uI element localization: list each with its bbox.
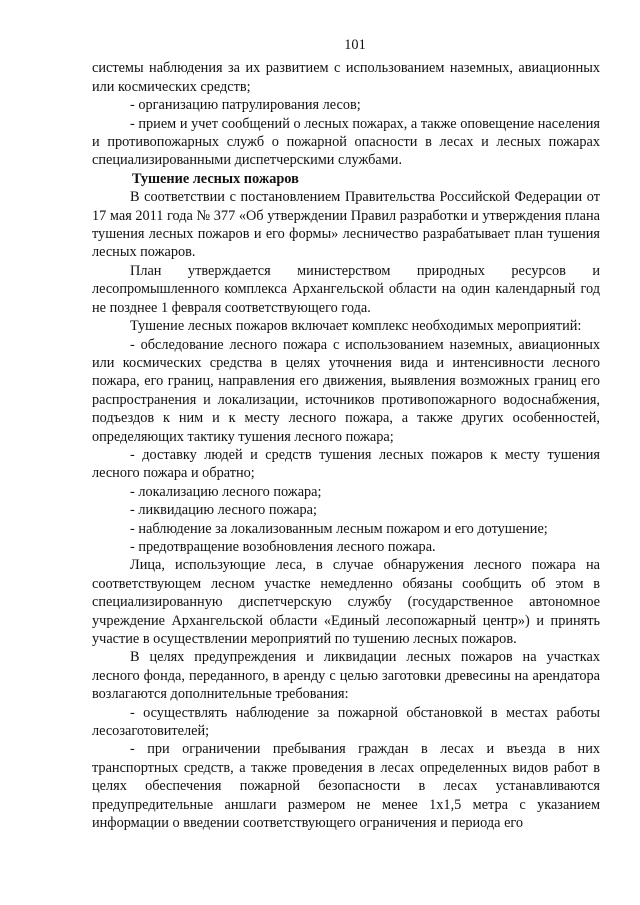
- paragraph: - прием и учет сообщений о лесных пожарах, а также оповещение населения и противопожарных служб о пожарной опасности в лесах и лесных пожарах специализированными диспетчерскими службами.: [92, 115, 600, 169]
- section-heading: Тушение лесных пожаров: [132, 170, 299, 187]
- text-block-after-heading: [92, 188, 600, 832]
- paragraph: План утверждается министерством природных ресурсов и лесопромышленного комплекса Архангельской области на один календарный год не позднее 1 февраля соответствующего года.: [92, 262, 600, 316]
- paragraph: В соответствии с постановлением Правительства Российской Федерации от 17 мая 2011 года № 377 «Об утверждении Правил разработки и утверждения плана тушения лесных пожаров и его формы» лесничество разрабатывает план тушения лесных пожаров.: [92, 189, 600, 261]
- paragraph: Тушение лесных пожаров включает комплекс необходимых мероприятий:: [130, 318, 582, 335]
- paragraph: системы наблюдения за их развитием с использованием наземных, авиационных или космических средств;: [92, 60, 600, 95]
- paragraph: Лица, использующие леса, в случае обнаружения лесного пожара на соответствующем лесном участке немедленно обязаны сообщить об этом в специализированную диспетчерскую службу (государственное автономное учреждение Архангельской области «Единый лесопожарный центр») и принять участие в осуществлении мероприятий по тушению лесных пожаров.: [92, 557, 600, 647]
- page-number: 101: [344, 37, 366, 53]
- paragraph: - при ограничении пребывания граждан в лесах и въезда в них транспортных средств, а также проведения в лесах определенных видов работ в целях обеспечения пожарной безопасности в лесах устанавливаются предупредительные аншлаги размером не менее 1х1,5 метра с указанием информации о введении соответствующего ограничения и периода его: [92, 741, 600, 832]
- paragraph: - наблюдение за локализованным лесным пожаром и его дотушение;: [130, 520, 548, 537]
- text-block-before-heading: [92, 59, 600, 169]
- paragraph: - локализацию лесного пожара;: [130, 483, 322, 500]
- paragraph: - обследование лесного пожара с использованием наземных, авиационных или космических средства в целях уточнения вида и интенсивности лесного пожара, его границ, направления его движения, выявления возможных границ его распространения и локализации, источников противопожарного водоснабжения, подъездов к ним и к месту лесного пожара, а также других особенностей, определяющих тактику тушения лесного пожара;: [92, 336, 600, 445]
- paragraph: - организацию патрулирования лесов;: [130, 97, 361, 114]
- paragraph: - предотвращение возобновления лесного пожара.: [130, 538, 436, 555]
- paragraph: - осуществлять наблюдение за пожарной обстановкой в местах работы лесозаготовителей;: [92, 704, 600, 740]
- paragraph: - ликвидацию лесного пожара;: [130, 502, 317, 519]
- paragraph: - доставку людей и средств тушения лесных пожаров к месту тушения лесного пожара и обратно;: [92, 446, 600, 482]
- paragraph: В целях предупреждения и ликвидации лесных пожаров на участках лесного фонда, переданного, в аренду с целью заготовки древесины на арендатора возлагаются дополнительные требования:: [92, 649, 600, 703]
